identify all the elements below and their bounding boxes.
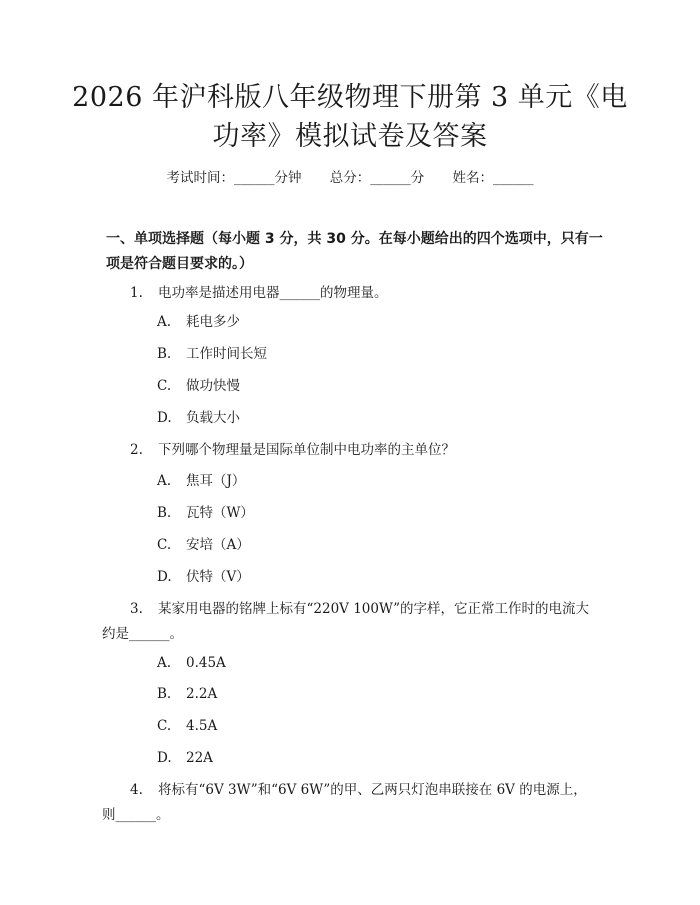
option-1b bbox=[157, 344, 267, 364]
question-number: 1. bbox=[130, 285, 143, 301]
question-3 bbox=[102, 597, 600, 647]
option-letter: A. bbox=[157, 655, 172, 671]
option-1a bbox=[157, 312, 240, 332]
option-text: 伏特（V） bbox=[186, 569, 250, 585]
option-3a bbox=[157, 653, 226, 673]
option-letter: D. bbox=[157, 569, 172, 585]
option-text: 耗电多少 bbox=[186, 314, 240, 330]
option-text: 瓦特（W） bbox=[186, 505, 254, 521]
name-field: 姓名：______ bbox=[452, 170, 534, 186]
question-text: 下列哪个物理量是国际单位制中电功率的主单位？ bbox=[158, 442, 455, 458]
option-text: 负载大小 bbox=[186, 410, 240, 426]
question-1 bbox=[130, 281, 600, 306]
exam-time-field: 考试时间：______分钟 bbox=[166, 170, 302, 186]
option-text: 4.5A bbox=[186, 718, 218, 734]
option-letter: B. bbox=[157, 686, 172, 702]
question-2 bbox=[130, 438, 600, 463]
option-text: 工作时间长短 bbox=[186, 346, 267, 362]
option-2d bbox=[157, 567, 250, 587]
option-1d bbox=[157, 408, 240, 428]
option-3d bbox=[157, 748, 213, 768]
option-3c bbox=[157, 716, 217, 736]
exam-info-line bbox=[0, 166, 700, 186]
option-2b bbox=[157, 503, 254, 523]
section-heading: 一、单项选择题（每小题 3 分，共 30 分。在每小题给出的四个选项中，只有一项是符合题目要求的。） bbox=[106, 231, 603, 272]
question-text-line-2: 约是______。 bbox=[102, 626, 183, 642]
option-letter: C. bbox=[157, 537, 172, 553]
option-letter: B. bbox=[157, 346, 172, 362]
total-score-field: 总分：______分 bbox=[329, 170, 425, 186]
option-letter: D. bbox=[157, 750, 172, 766]
title-line-2: 功率》模拟试卷及答案 bbox=[212, 121, 488, 152]
option-letter: C. bbox=[157, 378, 172, 394]
question-4 bbox=[102, 778, 600, 828]
question-number: 4. bbox=[130, 782, 143, 798]
option-text: 焦耳（J） bbox=[186, 473, 246, 489]
option-letter: C. bbox=[157, 718, 172, 734]
option-letter: D. bbox=[157, 410, 172, 426]
question-text-line-1: 某家用电器的铭牌上标有“220V 100W”的字样，它正常工作时的电流大 bbox=[158, 601, 590, 617]
option-3b bbox=[157, 684, 217, 704]
option-letter: A. bbox=[157, 314, 172, 330]
option-2c bbox=[157, 535, 250, 555]
option-letter: A. bbox=[157, 473, 172, 489]
question-number: 2. bbox=[130, 442, 143, 458]
option-text: 做功快慢 bbox=[186, 378, 240, 394]
question-text: 电功率是描述用电器______的物理量。 bbox=[158, 285, 388, 301]
option-text: 22A bbox=[186, 750, 213, 766]
option-text: 0.45A bbox=[186, 655, 226, 671]
page-title bbox=[60, 78, 640, 156]
title-line-1: 2026 年沪科版八年级物理下册第 3 单元《电 bbox=[72, 82, 628, 113]
question-number: 3. bbox=[130, 601, 143, 617]
option-1c bbox=[157, 376, 240, 396]
option-letter: B. bbox=[157, 505, 172, 521]
question-text-line-2: 则______。 bbox=[102, 807, 170, 823]
question-text-line-1: 将标有“6V 3W”和“6V 6W”的甲、乙两只灯泡串联接在 6V 的电源上， bbox=[158, 782, 587, 798]
option-text: 安培（A） bbox=[186, 537, 250, 553]
option-text: 2.2A bbox=[186, 686, 218, 702]
option-2a bbox=[157, 471, 245, 491]
